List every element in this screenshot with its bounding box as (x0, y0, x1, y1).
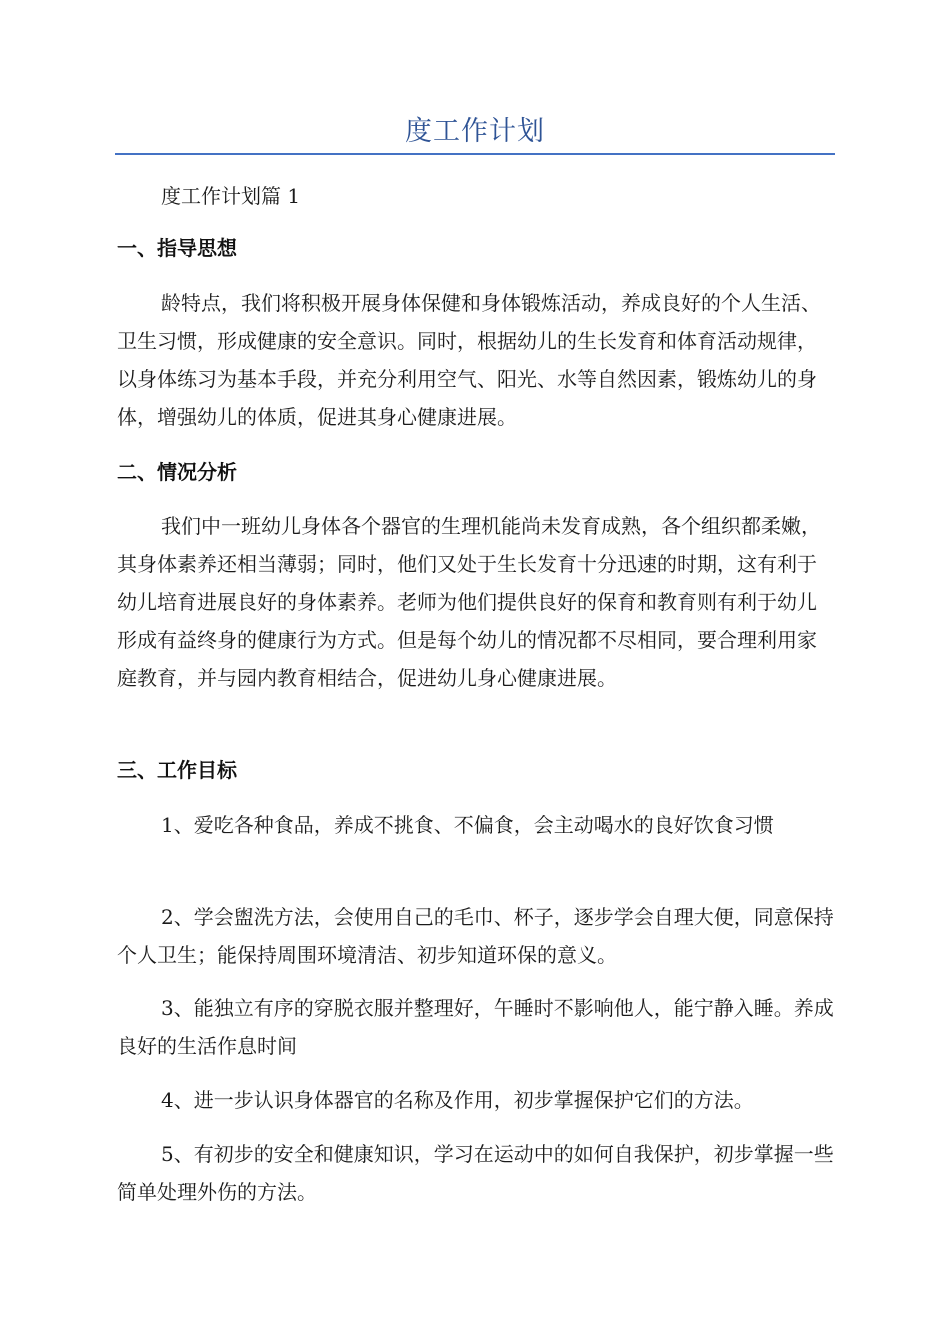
title-underline (115, 153, 835, 155)
goal-item: 4、进一步认识身体器官的名称及作用，初步掌握保护它们的方法。 (161, 1088, 754, 1112)
document-title: 度工作计划 (405, 116, 545, 147)
section-heading-guiding-thought: 一、指导思想 (117, 236, 237, 260)
goal-item: 5、有初步的安全和健康知识，学习在运动中的如何自我保护，初步掌握一些简单处理外伤的方法。 (117, 1142, 834, 1204)
goal-item: 1、爱吃各种食品，养成不挑食、不偏食，会主动喝水的良好饮食习惯 (161, 813, 774, 837)
section-heading-situation-analysis: 二、情况分析 (117, 460, 237, 484)
goal-item: 2、学会盥洗方法，会使用自己的毛巾、杯子，逐步学会自理大便，同意保持个人卫生；能保持周围环境清洁、初步知道环保的意义。 (117, 905, 834, 967)
section-paragraph: 我们中一班幼儿身体各个器官的生理机能尚未发育成熟，各个组织都柔嫩，其身体素养还相当薄弱；同时，他们又处于生长发育十分迅速的时期，这有利于幼儿培育进展良好的身体素养。老师为他们提供良好的保育和教育则有利于幼儿形成有益终身的健康行为方式。但是每个幼儿的情况都不尽相同，要合理利用家庭教育，并与园内教育相结合，促进幼儿身心健康进展。 (117, 514, 821, 690)
section-heading-work-goals: 三、工作目标 (117, 758, 237, 782)
goal-item: 3、能独立有序的穿脱衣服并整理好，午睡时不影响他人，能宁静入睡。养成良好的生活作息时间 (117, 996, 834, 1058)
document-subtitle: 度工作计划篇 1 (161, 184, 301, 208)
section-paragraph: 龄特点，我们将积极开展身体保健和身体锻炼活动，养成良好的个人生活、卫生习惯，形成健康的安全意识。同时，根据幼儿的生长发育和体育活动规律，以身体练习为基本手段，并充分利用空气、阳光、水等自然因素，锻炼幼儿的身体，增强幼儿的体质，促进其身心健康进展。 (117, 291, 821, 429)
